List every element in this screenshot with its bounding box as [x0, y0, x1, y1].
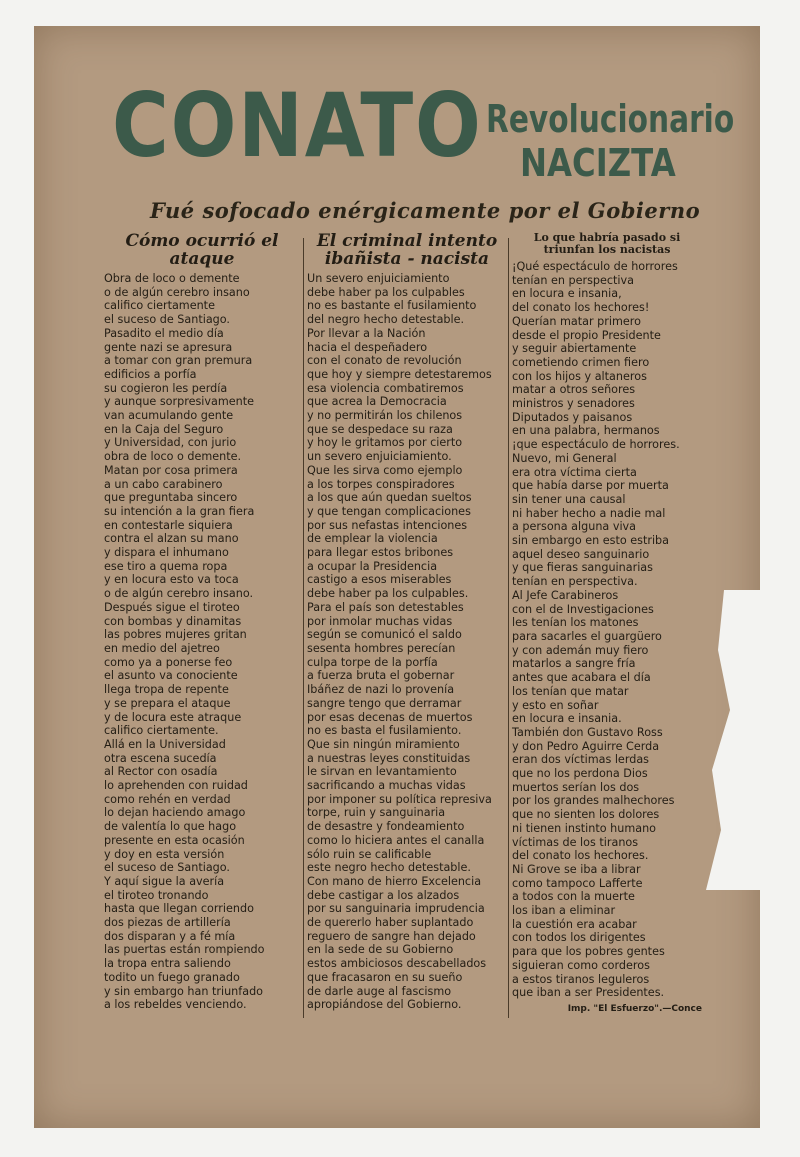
poem-line: califico ciertamente. [104, 724, 219, 738]
poem-line: hasta que llegan corriendo [104, 902, 254, 916]
poem-line: sólo ruin se calificable [307, 847, 432, 861]
poem-line: y doy en esta versión [104, 847, 225, 861]
poem-line: ni haber hecho a nadie mal [512, 506, 666, 520]
poem-line: a los torpes conspiradores [307, 477, 455, 491]
poem-line: como tampoco Lafferte [512, 876, 643, 890]
poem-line: debe castigar a los alzados [307, 888, 460, 902]
poem-line: la cuestión era acabar [512, 917, 637, 931]
poem-line: un severo enjuiciamiento. [307, 450, 452, 464]
poem-line: y Universidad, con jurio [104, 436, 237, 450]
poem-line: al Rector con osadía [104, 765, 218, 779]
poem-line: Ibáñez de nazi lo provenía [307, 683, 455, 697]
poem-line: culpa torpe de la porfía [307, 655, 438, 669]
poem-line: no es basta el fusilamiento. [307, 724, 462, 738]
poem-line: matar a otros señores [512, 383, 636, 397]
poem-line: Por llevar a la Nación [307, 326, 426, 340]
poem-line: a nuestras leyes constituidas [307, 751, 471, 765]
poem-line: otra escena sucedía [104, 751, 217, 765]
poem-line: desde el propio Presidente [512, 328, 661, 342]
printer-imprint: Imp. "El Esfuerzo".—Conce [567, 1003, 702, 1014]
poem-line: y seguir abiertamente [512, 342, 637, 356]
poem-line: matarlos a sangre fría [512, 657, 636, 671]
poem-line: o de algún cerebro insano [104, 285, 250, 299]
poem-line: antes que acabara el día [512, 671, 651, 685]
poem-line: del negro hecho detestable. [307, 313, 465, 327]
poem-line: víctimas de los tiranos [512, 835, 639, 849]
poem-line: aquel deseo sanguinario [512, 547, 650, 561]
poem-line: ese tiro a quema ropa [104, 559, 228, 573]
poem-line: edificios a porfía [104, 367, 197, 381]
poem-line: tenían en perspectiva. [512, 575, 638, 589]
poem-line: y no permitirán los chilenos [307, 409, 463, 423]
poem-line: dos piezas de artillería [104, 916, 231, 930]
poem-line: apropiándose del Gobierno. [307, 998, 462, 1012]
poem-line: Al Jefe Carabineros [512, 588, 619, 602]
poem-line: que acrea la Democracia [307, 395, 447, 409]
poem-line: de quererlo haber suplantado [307, 916, 474, 930]
poem-line: con el conato de revolución [307, 354, 462, 368]
poem-line: y se prepara el ataque [104, 696, 231, 710]
poem-line: y que fieras sanguinarias [512, 561, 653, 575]
poem-line: y hoy le gritamos por cierto [307, 436, 463, 450]
poem-line: los iban a eliminar [512, 904, 616, 918]
poem-line: por sus nefastas intenciones [307, 518, 468, 532]
poem-line: Con mano de hierro Excelencia [307, 874, 482, 888]
poem-line: de valentía lo que hago [104, 820, 237, 834]
poem-line: con el de Investigaciones [512, 602, 654, 616]
poem-line: castigo a esos miserables [307, 573, 452, 587]
poem-line: que preguntaba sincero [104, 491, 238, 505]
poem-line: llega tropa de repente [104, 683, 229, 697]
poem-line: eran dos víctimas lerdas [512, 753, 650, 767]
poem-line: o de algún cerebro insano. [104, 587, 254, 601]
poem-line: Que les sirva como ejemplo [307, 463, 463, 477]
poem-line: sin tener una causal [512, 492, 626, 506]
poem-line: como ya a ponerse feo [104, 655, 233, 669]
poem-line: a tomar con gran premura [104, 354, 253, 368]
poem-line: en medio del ajetreo [104, 641, 220, 655]
column-1 [104, 232, 300, 1012]
poem-line: sesenta hombres perecían [307, 641, 456, 655]
poem-line: con los hijos y altaneros [512, 369, 647, 383]
poem-line: lo dejan haciendo amago [104, 806, 246, 820]
column-divider [303, 238, 304, 1018]
poem-line: siguieran como corderos [512, 958, 650, 972]
poem-line: Matan por cosa primera [104, 463, 238, 477]
poem-line: torpe, ruin y sanguinaria [307, 806, 446, 820]
poem-line: en la sede de su Gobierno [307, 943, 454, 957]
poem-line: por los grandes malhechores [512, 794, 675, 808]
poem-line: y que tengan complicaciones [307, 504, 471, 518]
poem-line: Querían matar primero [512, 314, 641, 328]
poem-line: de emplear la violencia [307, 532, 438, 546]
poem-line: Diputados y paisanos [512, 410, 633, 424]
poem-lines [104, 272, 300, 1012]
poem-line: de desastre y fondeamiento [307, 820, 465, 834]
poem-line: ¡Qué espectáculo de horrores [512, 260, 678, 273]
column-3 [512, 232, 702, 1014]
poem-line: y aunque sorpresivamente [104, 395, 255, 409]
poem-line: y sin embargo han triunfado [104, 984, 264, 998]
poem-line: Pasadito el medio día [104, 326, 224, 340]
column-title: Cómo ocurrió el ataque [125, 231, 279, 269]
poem-line: no es bastante el fusilamiento [307, 299, 477, 313]
poem-line: muertos serían los dos [512, 780, 640, 794]
poem-line: todito un fuego granado [104, 970, 240, 984]
poem-line: También don Gustavo Ross [512, 725, 663, 739]
headline-word-2: NACIZTA [520, 141, 676, 185]
poem-line: que hoy y siempre detestaremos [307, 367, 492, 381]
poem-line: como lo hiciera antes el canalla [307, 833, 485, 847]
poem-line: gente nazi se apresura [104, 340, 233, 354]
poem-line: presente en esta ocasión [104, 833, 245, 847]
poem-lines [512, 260, 702, 1000]
poem-line: para que los pobres gentes [512, 945, 665, 959]
subtitle: Fué sofocado enérgicamente por el Gobierno [150, 198, 701, 223]
poem-line: ministros y senadores [512, 397, 635, 411]
poem-line: debe haber pa los culpables. [307, 587, 469, 601]
poem-line: de darle auge al fascismo [307, 984, 452, 998]
poem-line: en contestarle siquiera [104, 518, 233, 532]
poem-line: era otra víctima cierta [512, 465, 637, 479]
poem-line: por inmolar muchas vidas [307, 614, 453, 628]
headline-word-1: Revolucionario [486, 97, 735, 141]
poem-line: las puertas están rompiendo [104, 943, 265, 957]
poem-line: a ocupar la Presidencia [307, 559, 438, 573]
poem-line: el tiroteo tronando [104, 888, 209, 902]
poem-line: en locura e insania, [512, 287, 622, 301]
column-title: Lo que habría pasado si triunfan los nacistas [533, 231, 681, 256]
poem-line: del conato los hechores! [512, 301, 650, 315]
poem-line: Un severo enjuiciamiento [307, 272, 450, 285]
poem-line: a persona alguna viva [512, 520, 637, 534]
poem-line: que no sienten los dolores [512, 808, 660, 822]
poem-line: a un cabo carabinero [104, 477, 223, 491]
column-title: El criminal intento ibañista - nacista [316, 231, 498, 269]
poem-line: a fuerza bruta el gobernar [307, 669, 455, 683]
poem-line: obra de loco o demente. [104, 450, 242, 464]
poem-line: a los que aún quedan sueltos [307, 491, 472, 505]
poem-line: el suceso de Santiago. [104, 861, 230, 875]
poem-line: por su sanguinaria imprudencia [307, 902, 485, 916]
poem-line: Obra de loco o demente [104, 272, 240, 285]
poem-line: como rehén en verdad [104, 792, 231, 806]
poem-line: el asunto va conociente [104, 669, 238, 683]
poem-line: que iban a ser Presidentes. [512, 986, 665, 1000]
poem-line: Que sin ningún miramiento [307, 737, 460, 751]
poem-line: dos disparan y a fé mía [104, 929, 236, 943]
poem-line: sangre tengo que derramar [307, 696, 462, 710]
poem-line: a todos con la muerte [512, 890, 635, 904]
poem-line: la tropa entra saliendo [104, 957, 231, 971]
poem-line: califico ciertamente [104, 299, 215, 313]
poem-line: en la Caja del Seguro [104, 422, 224, 436]
poem-line: este negro hecho detestable. [307, 861, 471, 875]
poem-line: y esto en soñar [512, 698, 599, 712]
poem-line: el suceso de Santiago. [104, 313, 230, 327]
poem-line: le sirvan en levantamiento [307, 765, 457, 779]
poem-line: Para el país son detestables [307, 600, 464, 614]
poem-line: que había darse por muerta [512, 479, 669, 493]
poem-line: y dispara el inhumano [104, 546, 229, 560]
column-divider [508, 238, 509, 1018]
poem-line: les tenían los matones [512, 616, 639, 630]
poem-line: a estos tiranos leguleros [512, 972, 650, 986]
poem-line: hacia el despeñadero [307, 340, 428, 354]
column-2 [307, 232, 507, 1012]
poem-line: a los rebeldes venciendo. [104, 998, 247, 1012]
poem-line: las pobres mujeres gritan [104, 628, 247, 642]
poem-line: del conato los hechores. [512, 849, 649, 863]
poem-line: Después sigue el tiroteo [104, 600, 240, 614]
poem-line: y en locura esto va toca [104, 573, 239, 587]
headline-main: CONATO [112, 74, 483, 177]
poem-line: estos ambiciosos descabellados [307, 957, 487, 971]
poem-line: ni tienen instinto humano [512, 821, 657, 835]
poem-line: que fracasaron en su sueño [307, 970, 463, 984]
poem-line: con todos los dirigentes [512, 931, 646, 945]
poem-line: y de locura este atraque [104, 710, 242, 724]
poem-lines [307, 272, 507, 1012]
poem-line: Nuevo, mi General [512, 451, 617, 465]
poem-line: que se despedace su raza [307, 422, 453, 436]
poem-line: esa violencia combatiremos [307, 381, 464, 395]
poem-line: reguero de sangre han dejado [307, 929, 476, 943]
poem-line: y don Pedro Aguirre Cerda [512, 739, 660, 753]
poem-line: que no los perdona Dios [512, 767, 648, 781]
poem-line: para llegar estos bribones [307, 546, 454, 560]
poem-line: y con ademán muy fiero [512, 643, 649, 657]
poem-line: van acumulando gente [104, 409, 234, 423]
poem-line: tenían en perspectiva [512, 273, 635, 287]
poem-line: con bombas y dinamitas [104, 614, 242, 628]
poem-line: en una palabra, hermanos [512, 424, 660, 438]
poem-line: en locura e insania. [512, 712, 622, 726]
poem-line: los tenían que matar [512, 684, 629, 698]
poem-line: contra el alzan su mano [104, 532, 239, 546]
poem-line: su cogieron les perdía [104, 381, 228, 395]
poem-line: debe haber pa los culpables [307, 285, 465, 299]
poem-line: por esas decenas de muertos [307, 710, 473, 724]
poem-line: sacrificando a muchas vidas [307, 779, 466, 793]
poem-line: sin embargo en esto estriba [512, 534, 670, 548]
poem-line: cometiendo crimen fiero [512, 355, 650, 369]
poem-line: su intención a la gran fiera [104, 504, 255, 518]
poem-line: para sacarles el guargüero [512, 629, 662, 643]
poem-line: según se comunicó el saldo [307, 628, 462, 642]
poem-line: ¡que espectáculo de horrores. [512, 438, 680, 452]
poem-line: Y aquí sigue la avería [104, 874, 225, 888]
poem-line: por imponer su política represiva [307, 792, 492, 806]
poem-line: lo aprehenden con ruidad [104, 779, 248, 793]
poem-line: Ni Grove se iba a librar [512, 862, 641, 876]
poem-line: Allá en la Universidad [104, 737, 226, 751]
